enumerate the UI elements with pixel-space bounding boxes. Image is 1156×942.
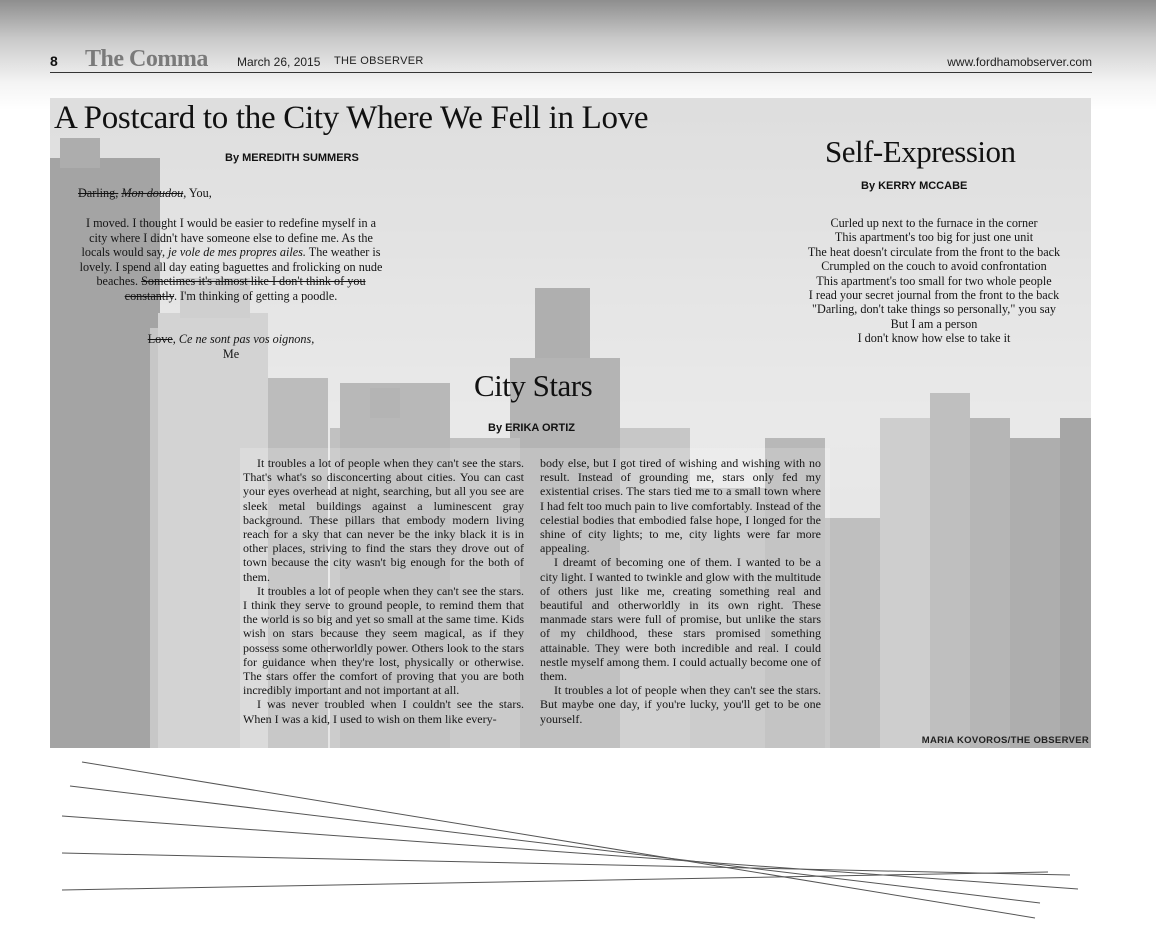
- poem-line: I don't know how else to take it: [857, 331, 1011, 346]
- poem-line: The heat doesn't circulate from the front to the back: [807, 244, 1061, 259]
- website-url: www.fordhamobserver.com: [947, 55, 1092, 69]
- paragraph: I dreamt of becoming one of them. I wanted to be a city light. I wanted to twinkle and glow with the multitude of others just like me, creating something real and beautiful and otherworldly in its own right. These manmade stars were full of promise, but unlike the stars of my childhood, these stars promised something attainable. They were both incredible and real. I could nestle myself among them. I could actually become one of them.: [540, 555, 821, 684]
- postcard-body-italic: je vole de mes propres ailes.: [168, 245, 306, 260]
- city-stars-column-2: [540, 456, 821, 726]
- page-number: 8: [50, 53, 58, 69]
- struck-darling: Darling,: [78, 186, 119, 200]
- issue-date: March 26, 2015: [237, 55, 321, 69]
- page-header: [50, 46, 1092, 72]
- poem-line: This apartment's too big for just one unit: [834, 230, 1034, 245]
- postcard-byline: By MEREDITH SUMMERS: [225, 152, 359, 164]
- paragraph: body else, but I got tired of wishing and wishing with no result. Instead of grounding me, stars only fed my existential crises. The stars tied me to a small town where I had felt too much pain to live comfortably. Instead of the celestial bodies that embodied false hope, I longed for the shine of city lights; to me, city lights were far more appealing.: [540, 456, 821, 556]
- postcard-body: [78, 216, 384, 304]
- closing-italic: , Ce ne sont pas vos oignons,: [172, 332, 315, 346]
- self-expression-headline: Self-Expression: [825, 134, 1016, 169]
- photo-credit: MARIA KOVOROS/THE OBSERVER: [921, 735, 1089, 746]
- pen-scribble-lines: [0, 750, 1156, 942]
- poem-line: I read your secret journal from the front to the back: [808, 288, 1060, 303]
- postcard-closing: [78, 332, 384, 361]
- city-stars-byline: By ERIKA ORTIZ: [488, 422, 575, 434]
- poem-line: This apartment's too small for two whole people: [816, 273, 1052, 288]
- poem-line: Crumpled on the couch to avoid confrontation: [821, 259, 1047, 274]
- poem-line: "Darling, don't take things so personally," you say: [812, 302, 1056, 317]
- postcard-body-part-1: I moved. I thought I would be easier to redefine myself in a city where I didn't have someone else to define me. As the locals would say,: [81, 216, 377, 260]
- paragraph: It troubles a lot of people when they can't see the stars. I think they serve to ground people, to remind them that the world is so big and yet so small at the same time. Kids wish on stars because they seem magical, as if they possess some otherworldly power. Others look to the stars for guidance when they're lost, physically or otherwise. The stars offer the comfort of proving that you are both incredibly important and not important at all.: [243, 583, 524, 698]
- poem-line: But I am a person: [890, 316, 978, 331]
- salutation-you: , You,: [183, 186, 212, 200]
- paragraph: It troubles a lot of people when they can't see the stars. But maybe one day, if you're lucky, you'll get to be one yourself.: [540, 683, 821, 726]
- paragraph: It troubles a lot of people when they can't see the stars. That's what's so disconcerting about cities. You can cast your eyes overhead at night, searching, but all you see are sleek metal buildings against a luminescent gray background. These pillars that embody modern living reach for a sky that can never be the inky black it is in other places, striving to find the stars they drove out of town because the city wasn't big enough for the both of them.: [243, 456, 524, 584]
- postcard-body-struck: Sometimes it's almost like I don't think of you constantly: [124, 274, 366, 303]
- paragraph: I was never troubled when I couldn't see the stars. When I was a kid, I used to wish on them like every-: [243, 697, 524, 726]
- postcard-body-part-2: The weather is lovely. I spend all day eating baguettes and frolicking on nude beaches.: [79, 245, 383, 289]
- postcard-salutation: [78, 186, 388, 201]
- postcard-headline: A Postcard to the City Where We Fell in Love: [54, 100, 649, 136]
- struck-mon-doudou: Mon doudou: [121, 186, 184, 200]
- skyline-photo: [50, 98, 1091, 748]
- struck-love: Love: [147, 332, 173, 346]
- paper-name: THE OBSERVER: [334, 55, 424, 67]
- self-expression-byline: By KERRY MCCABE: [861, 180, 968, 192]
- self-expression-poem: [772, 216, 1091, 346]
- header-rule: [50, 72, 1092, 73]
- city-stars-column-1: [243, 456, 524, 726]
- postcard-body-part-3: . I'm thinking of getting a poodle.: [173, 288, 338, 303]
- city-stars-headline: City Stars: [474, 368, 593, 403]
- postcard-signature: Me: [222, 346, 240, 361]
- poem-line: Curled up next to the furnace in the corner: [830, 216, 1038, 230]
- section-title: The Comma: [85, 46, 208, 72]
